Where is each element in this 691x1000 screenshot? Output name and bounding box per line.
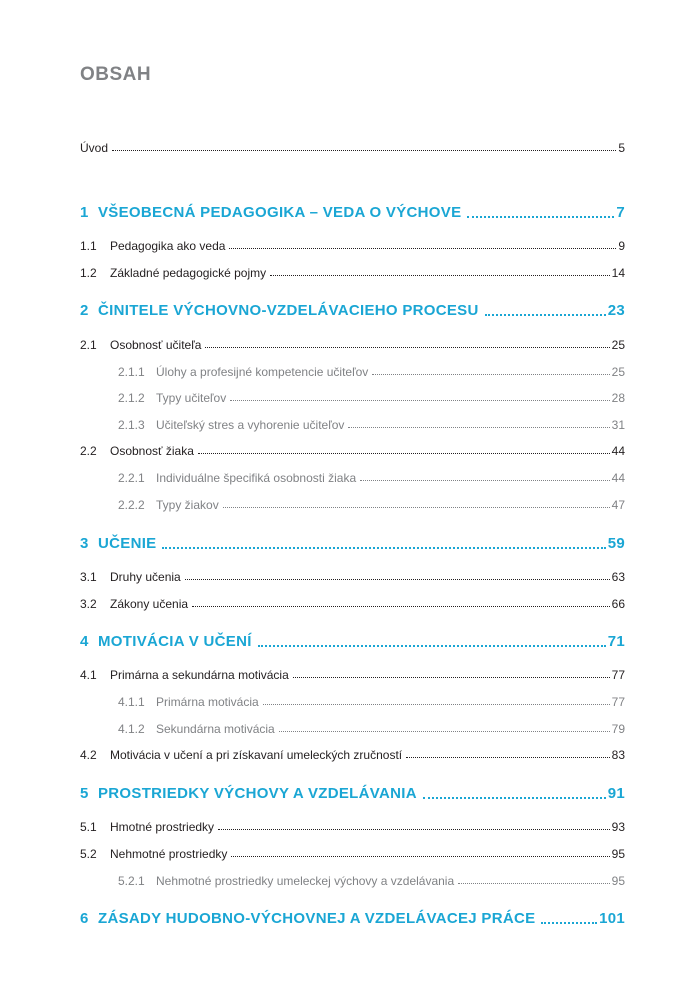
toc-entry-number: 2.1.2: [118, 391, 145, 405]
toc-page-number: 9: [618, 239, 625, 253]
toc-page-number: 31: [611, 418, 625, 432]
toc-page-number: 71: [607, 633, 625, 650]
toc-page-number: 101: [599, 910, 625, 927]
dot-leader: [263, 704, 610, 705]
toc-entry-number: 2.2.1: [118, 471, 145, 485]
toc-entry-number: 5: [80, 785, 89, 802]
toc-section-entry[interactable]: [80, 749, 625, 761]
dot-leader: [229, 248, 616, 249]
table-of-contents: [80, 0, 625, 1000]
toc-section-entry[interactable]: [80, 571, 625, 583]
dot-leader: [231, 856, 609, 857]
toc-page-number: 91: [607, 785, 625, 802]
toc-section-entry[interactable]: [80, 821, 625, 833]
toc-entry-number: 2.1.3: [118, 418, 145, 432]
toc-section-entry[interactable]: [80, 669, 625, 681]
toc-entry-number: 1: [80, 204, 89, 221]
toc-entry-number: 5.2.1: [118, 874, 145, 888]
toc-entry-number: 5.2: [80, 847, 97, 861]
toc-subsection-entry[interactable]: [118, 696, 625, 708]
toc-page-number: 95: [611, 874, 625, 888]
toc-subsection-entry[interactable]: [118, 472, 625, 484]
toc-page-number: 5: [618, 141, 625, 155]
toc-page-number: 77: [611, 695, 625, 709]
toc-entry-number: 3.1: [80, 570, 97, 584]
toc-entry-label: PROSTRIEDKY VÝCHOVY A VZDELÁVANIA: [98, 785, 417, 802]
dot-leader: [406, 757, 610, 758]
toc-page-number: 28: [611, 391, 625, 405]
toc-entry-number: 3.2: [80, 597, 97, 611]
dot-leader: [541, 922, 597, 924]
toc-entry-number: 2.2.2: [118, 498, 145, 512]
toc-page-number: 44: [611, 471, 625, 485]
toc-entry-number: 4.2: [80, 748, 97, 762]
toc-entry-number: 2: [80, 302, 89, 319]
dot-leader: [348, 427, 609, 428]
toc-section-entry[interactable]: [80, 598, 625, 610]
toc-page-number: 63: [611, 570, 625, 584]
dot-leader: [485, 314, 606, 316]
dot-leader: [279, 731, 610, 732]
toc-entry-number: 5.1: [80, 820, 97, 834]
toc-entry-label: Osobnosť žiaka: [110, 444, 194, 458]
toc-entry-label: Sekundárna motivácia: [156, 722, 275, 736]
toc-entry-label: VŠEOBECNÁ PEDAGOGIKA – VEDA O VÝCHOVE: [98, 204, 462, 221]
toc-entry-number: 2.1.1: [118, 365, 145, 379]
toc-entry-number: 4.1.1: [118, 695, 145, 709]
toc-entry-label: Hmotné prostriedky: [110, 820, 215, 834]
dot-leader: [293, 677, 610, 678]
toc-chapter-entry[interactable]: [80, 303, 625, 318]
toc-page-number: 44: [611, 444, 625, 458]
dot-leader: [162, 547, 605, 549]
toc-entry-label: Úvod: [80, 141, 109, 155]
toc-section-entry[interactable]: [80, 445, 625, 457]
page-title: OBSAH: [80, 64, 152, 85]
toc-section-entry[interactable]: [80, 240, 625, 252]
toc-subsection-entry[interactable]: [118, 723, 625, 735]
toc-chapter-entry[interactable]: [80, 205, 625, 220]
toc-chapter-entry[interactable]: [80, 536, 625, 551]
dot-leader: [372, 374, 609, 375]
dot-leader: [205, 347, 609, 348]
toc-entry-label: Primárna a sekundárna motivácia: [110, 668, 289, 682]
toc-entry-label: Nehmotné prostriedky: [110, 847, 228, 861]
toc-entry-label: Osobnosť učiteľa: [110, 338, 202, 352]
toc-subsection-entry[interactable]: [118, 392, 625, 404]
dot-leader: [218, 829, 610, 830]
toc-entry-label: ČINITELE VÝCHOVNO-VZDELÁVACIEHO PROCESU: [98, 302, 479, 319]
toc-page-number: 47: [611, 498, 625, 512]
dot-leader: [192, 606, 610, 607]
toc-entry-label: Zákony učenia: [110, 597, 189, 611]
toc-entry-number: 6: [80, 910, 89, 927]
toc-entry-number: 2.2: [80, 444, 97, 458]
dot-leader: [423, 797, 606, 799]
toc-page-number: 25: [611, 338, 625, 352]
toc-page-number: 25: [611, 365, 625, 379]
toc-entry-number: 1.2: [80, 266, 97, 280]
toc-page-number: 95: [611, 847, 625, 861]
toc-section-entry[interactable]: [80, 848, 625, 860]
toc-page-number: 77: [611, 668, 625, 682]
toc-entry-label: Základné pedagogické pojmy: [110, 266, 267, 280]
toc-page-number: 79: [611, 722, 625, 736]
toc-page-number: 23: [607, 302, 625, 319]
toc-entry-label: UČENIE: [98, 535, 157, 552]
dot-leader: [230, 400, 609, 401]
dot-leader: [198, 453, 610, 454]
toc-entry-number: 1.1: [80, 239, 97, 253]
dot-leader: [185, 579, 610, 580]
toc-entry-label: MOTIVÁCIA V UČENÍ: [98, 633, 252, 650]
toc-entry-label: Pedagogika ako veda: [110, 239, 226, 253]
toc-entry-label: Typy žiakov: [156, 498, 219, 512]
toc-entry-label: Individuálne špecifiká osobnosti žiaka: [156, 471, 357, 485]
toc-entry-number: 4.1.2: [118, 722, 145, 736]
toc-chapter-entry[interactable]: [80, 634, 625, 649]
toc-entry-label: Druhy učenia: [110, 570, 181, 584]
toc-section-entry[interactable]: [80, 267, 625, 279]
toc-entry-label: Motivácia v učení a pri získavaní umeleckých zručností: [110, 748, 403, 762]
toc-intro-entry[interactable]: [80, 142, 625, 154]
dot-leader: [258, 645, 606, 647]
toc-page-number: 83: [611, 748, 625, 762]
dot-leader: [467, 216, 614, 218]
toc-page-number: 93: [611, 820, 625, 834]
dot-leader: [223, 507, 610, 508]
toc-page-number: 66: [611, 597, 625, 611]
toc-entry-number: 4: [80, 633, 89, 650]
toc-section-entry[interactable]: [80, 339, 625, 351]
toc-subsection-entry[interactable]: [118, 419, 625, 431]
toc-entry-label: Učiteľský stres a vyhorenie učiteľov: [156, 418, 345, 432]
toc-entry-label: Úlohy a profesijné kompetencie učiteľov: [156, 365, 369, 379]
toc-entry-label: Typy učiteľov: [156, 391, 227, 405]
dot-leader: [360, 480, 610, 481]
toc-entry-label: ZÁSADY HUDOBNO-VÝCHOVNEJ A VZDELÁVACEJ PRÁCE: [98, 910, 536, 927]
toc-page-number: 7: [616, 204, 625, 221]
toc-entry-number: 3: [80, 535, 89, 552]
toc-subsection-entry[interactable]: [118, 499, 625, 511]
toc-chapter-entry[interactable]: [80, 911, 625, 926]
toc-entry-label: Primárna motivácia: [156, 695, 259, 709]
toc-entry-number: 2.1: [80, 338, 97, 352]
toc-entry-label: Nehmotné prostriedky umeleckej výchovy a vzdelávania: [156, 874, 455, 888]
toc-page-number: 59: [607, 535, 625, 552]
toc-page-number: 14: [611, 266, 625, 280]
dot-leader: [270, 275, 610, 276]
toc-chapter-entry[interactable]: [80, 786, 625, 801]
toc-entry-number: 4.1: [80, 668, 97, 682]
toc-subsection-entry[interactable]: [118, 875, 625, 887]
dot-leader: [112, 150, 616, 151]
dot-leader: [458, 883, 609, 884]
toc-subsection-entry[interactable]: [118, 366, 625, 378]
